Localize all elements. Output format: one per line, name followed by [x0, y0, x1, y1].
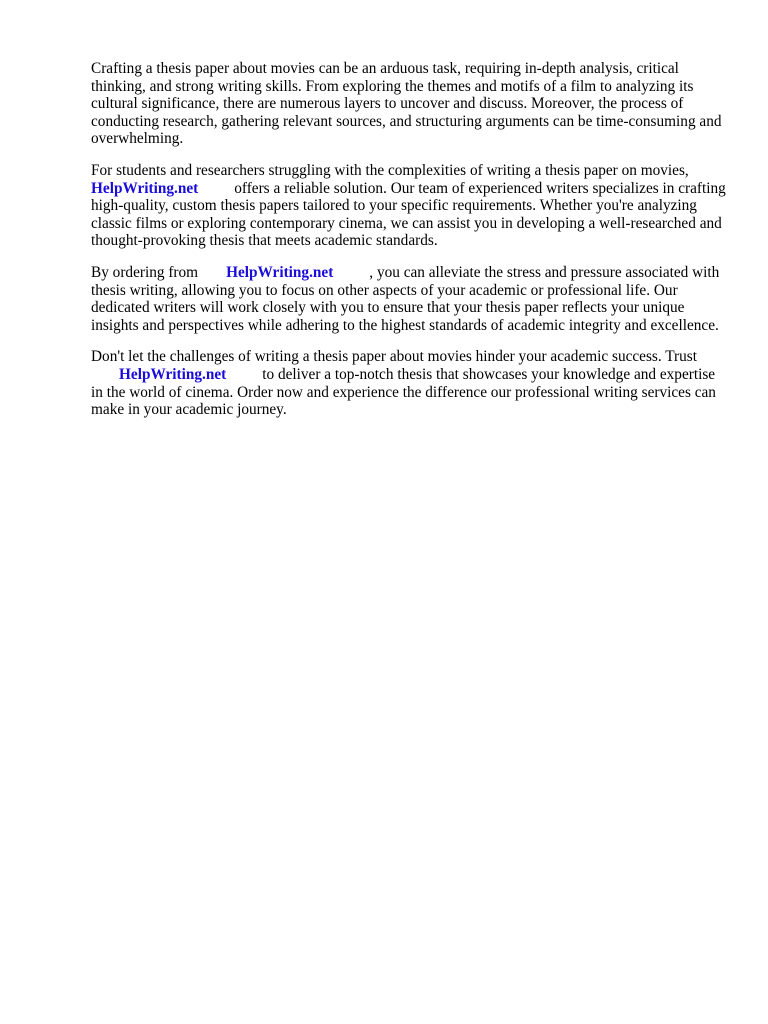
- helpwriting-link[interactable]: HelpWriting.net: [91, 179, 199, 197]
- paragraph-solution-text-after: offers a reliable solution. Our team of experienced writers specializes in crafting high-quality, custom thesis papers tailored to your specific requirements. Whether you're analyzing classic films or exploring contemporary cinema, we can assist you in developing a well-researched and thought-provoking thesis that meets academic standards.: [91, 179, 726, 250]
- paragraph-intro: [91, 60, 728, 148]
- paragraph-ordering-text-after: , you can alleviate the stress and pressure associated with thesis writing, allowing you to focus on other aspects of your academic or professional life. Our dedicated writers will work closely with you to ensure that your thesis paper reflects your unique insights and perspectives while adhering to the highest standards of academic integrity and excellence.: [91, 263, 720, 334]
- paragraph-closing-text-before: Don't let the challenges of writing a thesis paper about movies hinder your academic success. Trust: [91, 348, 697, 366]
- paragraph-ordering: [91, 264, 728, 334]
- paragraph-intro-text: Crafting a thesis paper about movies can be an arduous task, requiring in-depth analysis, critical thinking, and strong writing skills. From exploring the themes and motifs of a film to analyzing its cultural significance, there are numerous layers to uncover and discuss. Moreover, the process of conducting research, gathering relevant sources, and structuring arguments can be time-consuming and overwhelming.: [91, 60, 722, 148]
- paragraph-closing-text-after: to deliver a top-notch thesis that showcases your knowledge and expertise in the world of cinema. Order now and experience the difference our professional writing services can make in your academic journey.: [91, 365, 716, 419]
- paragraph-solution-text-before: For students and researchers struggling with the complexities of writing a thesis paper on movies,: [91, 161, 689, 179]
- paragraph-solution: [91, 162, 728, 250]
- helpwriting-link[interactable]: HelpWriting.net: [226, 263, 334, 281]
- paragraph-closing: [91, 348, 728, 418]
- helpwriting-link[interactable]: HelpWriting.net: [119, 365, 227, 383]
- paragraph-ordering-text-before: By ordering from: [91, 263, 199, 281]
